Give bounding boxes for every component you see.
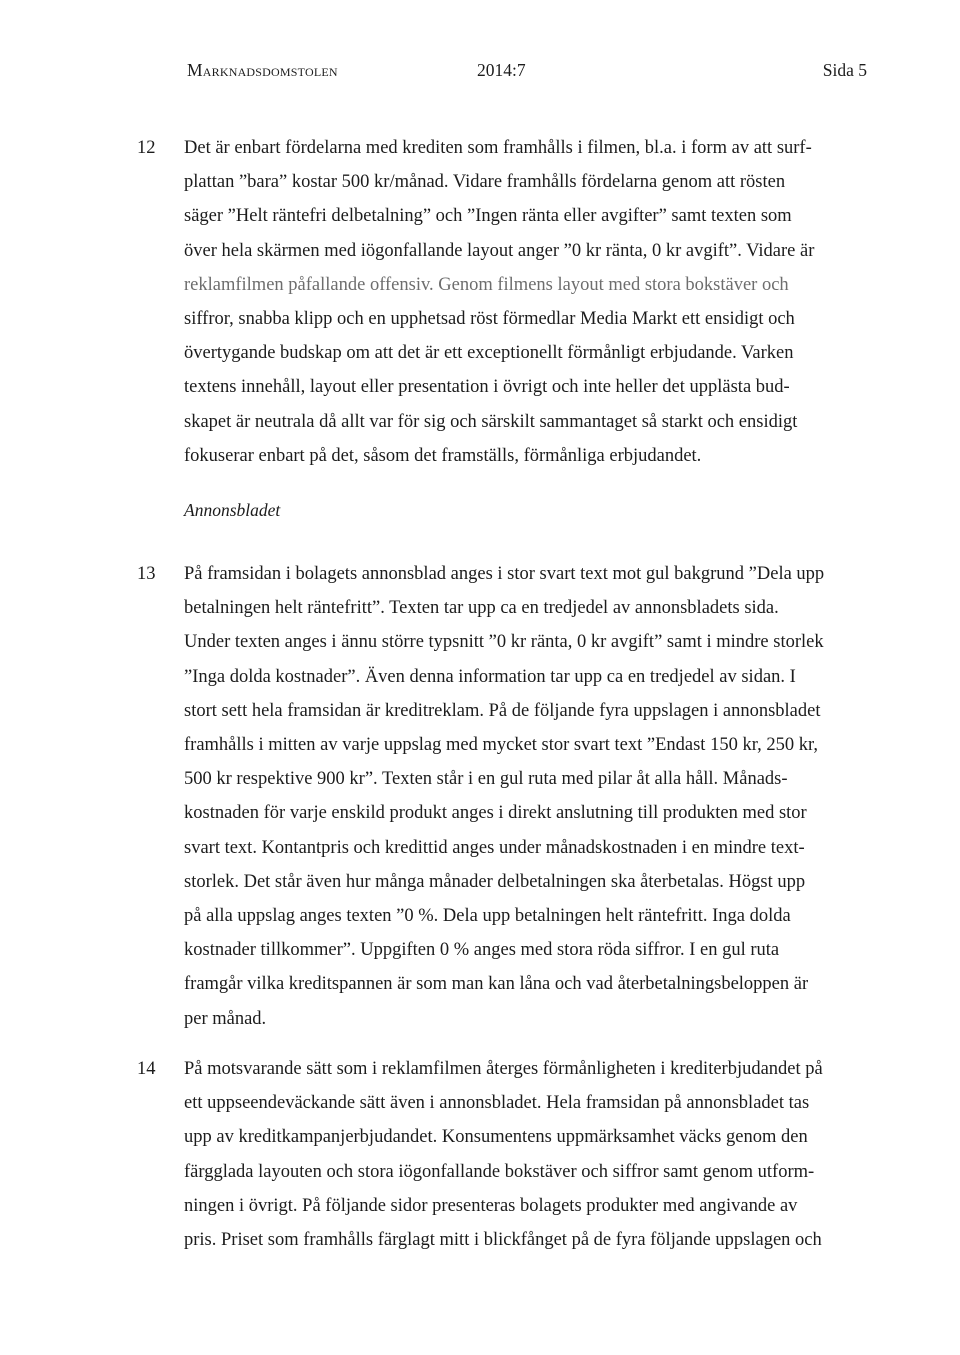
text-line: upp av kreditkampanjerbjudandet. Konsumentens uppmärksamhet väcks genom den bbox=[184, 1127, 808, 1148]
text-line: På motsvarande sätt som i reklamfilmen återges förmånligheten i krediterbjudandet på bbox=[184, 1059, 823, 1079]
text-line: kostnader tillkommer”. Uppgiften 0 % anges med stora röda siffror. I en gul ruta bbox=[184, 940, 780, 961]
paragraph-number: 13 bbox=[137, 564, 156, 584]
paragraph-number: 14 bbox=[137, 1059, 156, 1079]
text-line: siffror, snabba klipp och en upphetsad röst förmedlar Media Markt ett ensidigt och bbox=[184, 309, 795, 330]
text-line: storlek. Det står även hur många månader delbetalningen ska återbetalas. Högst upp bbox=[184, 871, 806, 892]
section-subheading: Annonsbladet bbox=[184, 500, 281, 520]
text-line: ett uppseendeväckande sätt även i annonsbladet. Hela framsidan på annonsbladet tas bbox=[184, 1093, 810, 1114]
text-line: Under texten anges i ännu större typsnitt ”0 kr ränta, 0 kr avgift” samt i mindre storlek bbox=[184, 632, 824, 653]
text-line: reklamfilmen påfallande offensiv. Genom filmens layout med stora bokstäver och bbox=[184, 274, 789, 295]
case-number: 2014:7 bbox=[477, 60, 526, 80]
text-line: 500 kr respektive 900 kr”. Texten står i en gul ruta med pilar åt alla håll. Månads- bbox=[184, 769, 788, 790]
text-line: fokuserar enbart på det, såsom det framställs, förmånliga erbjudandet. bbox=[184, 445, 702, 466]
text-line: betalningen helt räntefritt”. Texten tar upp ca en tredjedel av annonsbladets sida. bbox=[184, 598, 779, 619]
text-line: över hela skärmen med iögonfallande layout anger ”0 kr ränta, 0 kr avgift”. Vidare är bbox=[184, 240, 815, 261]
text-line: övertygande budskap om att det är ett exceptionellt förmånligt erbjudande. Varken bbox=[184, 343, 794, 364]
text-line: På framsidan i bolagets annonsblad anges i stor svart text mot gul bakgrund ”Dela upp bbox=[184, 564, 825, 584]
text-line: stort sett hela framsidan är kreditreklam. På de följande fyra uppslagen i annonsbladet bbox=[184, 700, 821, 721]
text-line: ”Inga dolda kostnader”. Även denna information tar upp ca en tredjedel av sidan. I bbox=[184, 666, 796, 687]
court-name-initial: M bbox=[187, 60, 203, 80]
paragraph-text bbox=[184, 131, 874, 473]
text-line: per månad. bbox=[184, 1008, 267, 1029]
text-line: färgglada layouten och stora iögonfallande bokstäver och siffror samt genom utform- bbox=[184, 1161, 815, 1182]
paragraph-text bbox=[184, 557, 874, 1036]
text-line: framgår vilka kreditspannen är som man kan låna och vad återbetalningsbeloppen är bbox=[184, 974, 809, 995]
page-number: Sida 5 bbox=[822, 60, 867, 80]
text-line: framhålls i mitten av varje uppslag med mycket stor svart text ”Endast 150 kr, 250 kr, bbox=[184, 735, 819, 756]
text-line: svart text. Kontantpris och kredittid anges under månadskostnaden i en mindre text- bbox=[184, 837, 805, 858]
paragraph-number: 12 bbox=[137, 138, 156, 158]
court-name-rest: arknadsdomstolen bbox=[202, 60, 338, 80]
text-line: ningen i övrigt. På följande sidor presenteras bolagets produkter med angivande av bbox=[184, 1195, 798, 1216]
text-line: säger ”Helt räntefri delbetalning” och ”Ingen ränta eller avgifter” samt texten som bbox=[184, 206, 792, 227]
text-line: kostnaden för varje enskild produkt anges i direkt anslutning till produkten med stor bbox=[184, 803, 807, 824]
page-header bbox=[187, 60, 867, 86]
text-line: på alla uppslag anges texten ”0 %. Dela upp betalningen helt räntefritt. Inga dolda bbox=[184, 906, 791, 927]
text-line: textens innehåll, layout eller presentation i övrigt och inte heller det upplästa bud- bbox=[184, 377, 790, 398]
text-line: pris. Priset som framhålls färglagt mitt i blickfånget på de fyra följande uppslagen och bbox=[184, 1230, 822, 1251]
court-name bbox=[187, 60, 338, 81]
text-line: Det är enbart fördelarna med krediten som framhålls i filmen, bl.a. i form av att surf- bbox=[184, 138, 812, 158]
text-line: plattan ”bara” kostar 500 kr/månad. Vidare framhålls fördelarna genom att rösten bbox=[184, 172, 786, 193]
paragraph-text bbox=[184, 1052, 874, 1257]
text-line: skapet är neutrala då allt var för sig och särskilt sammantaget så starkt och ensidigt bbox=[184, 411, 798, 432]
